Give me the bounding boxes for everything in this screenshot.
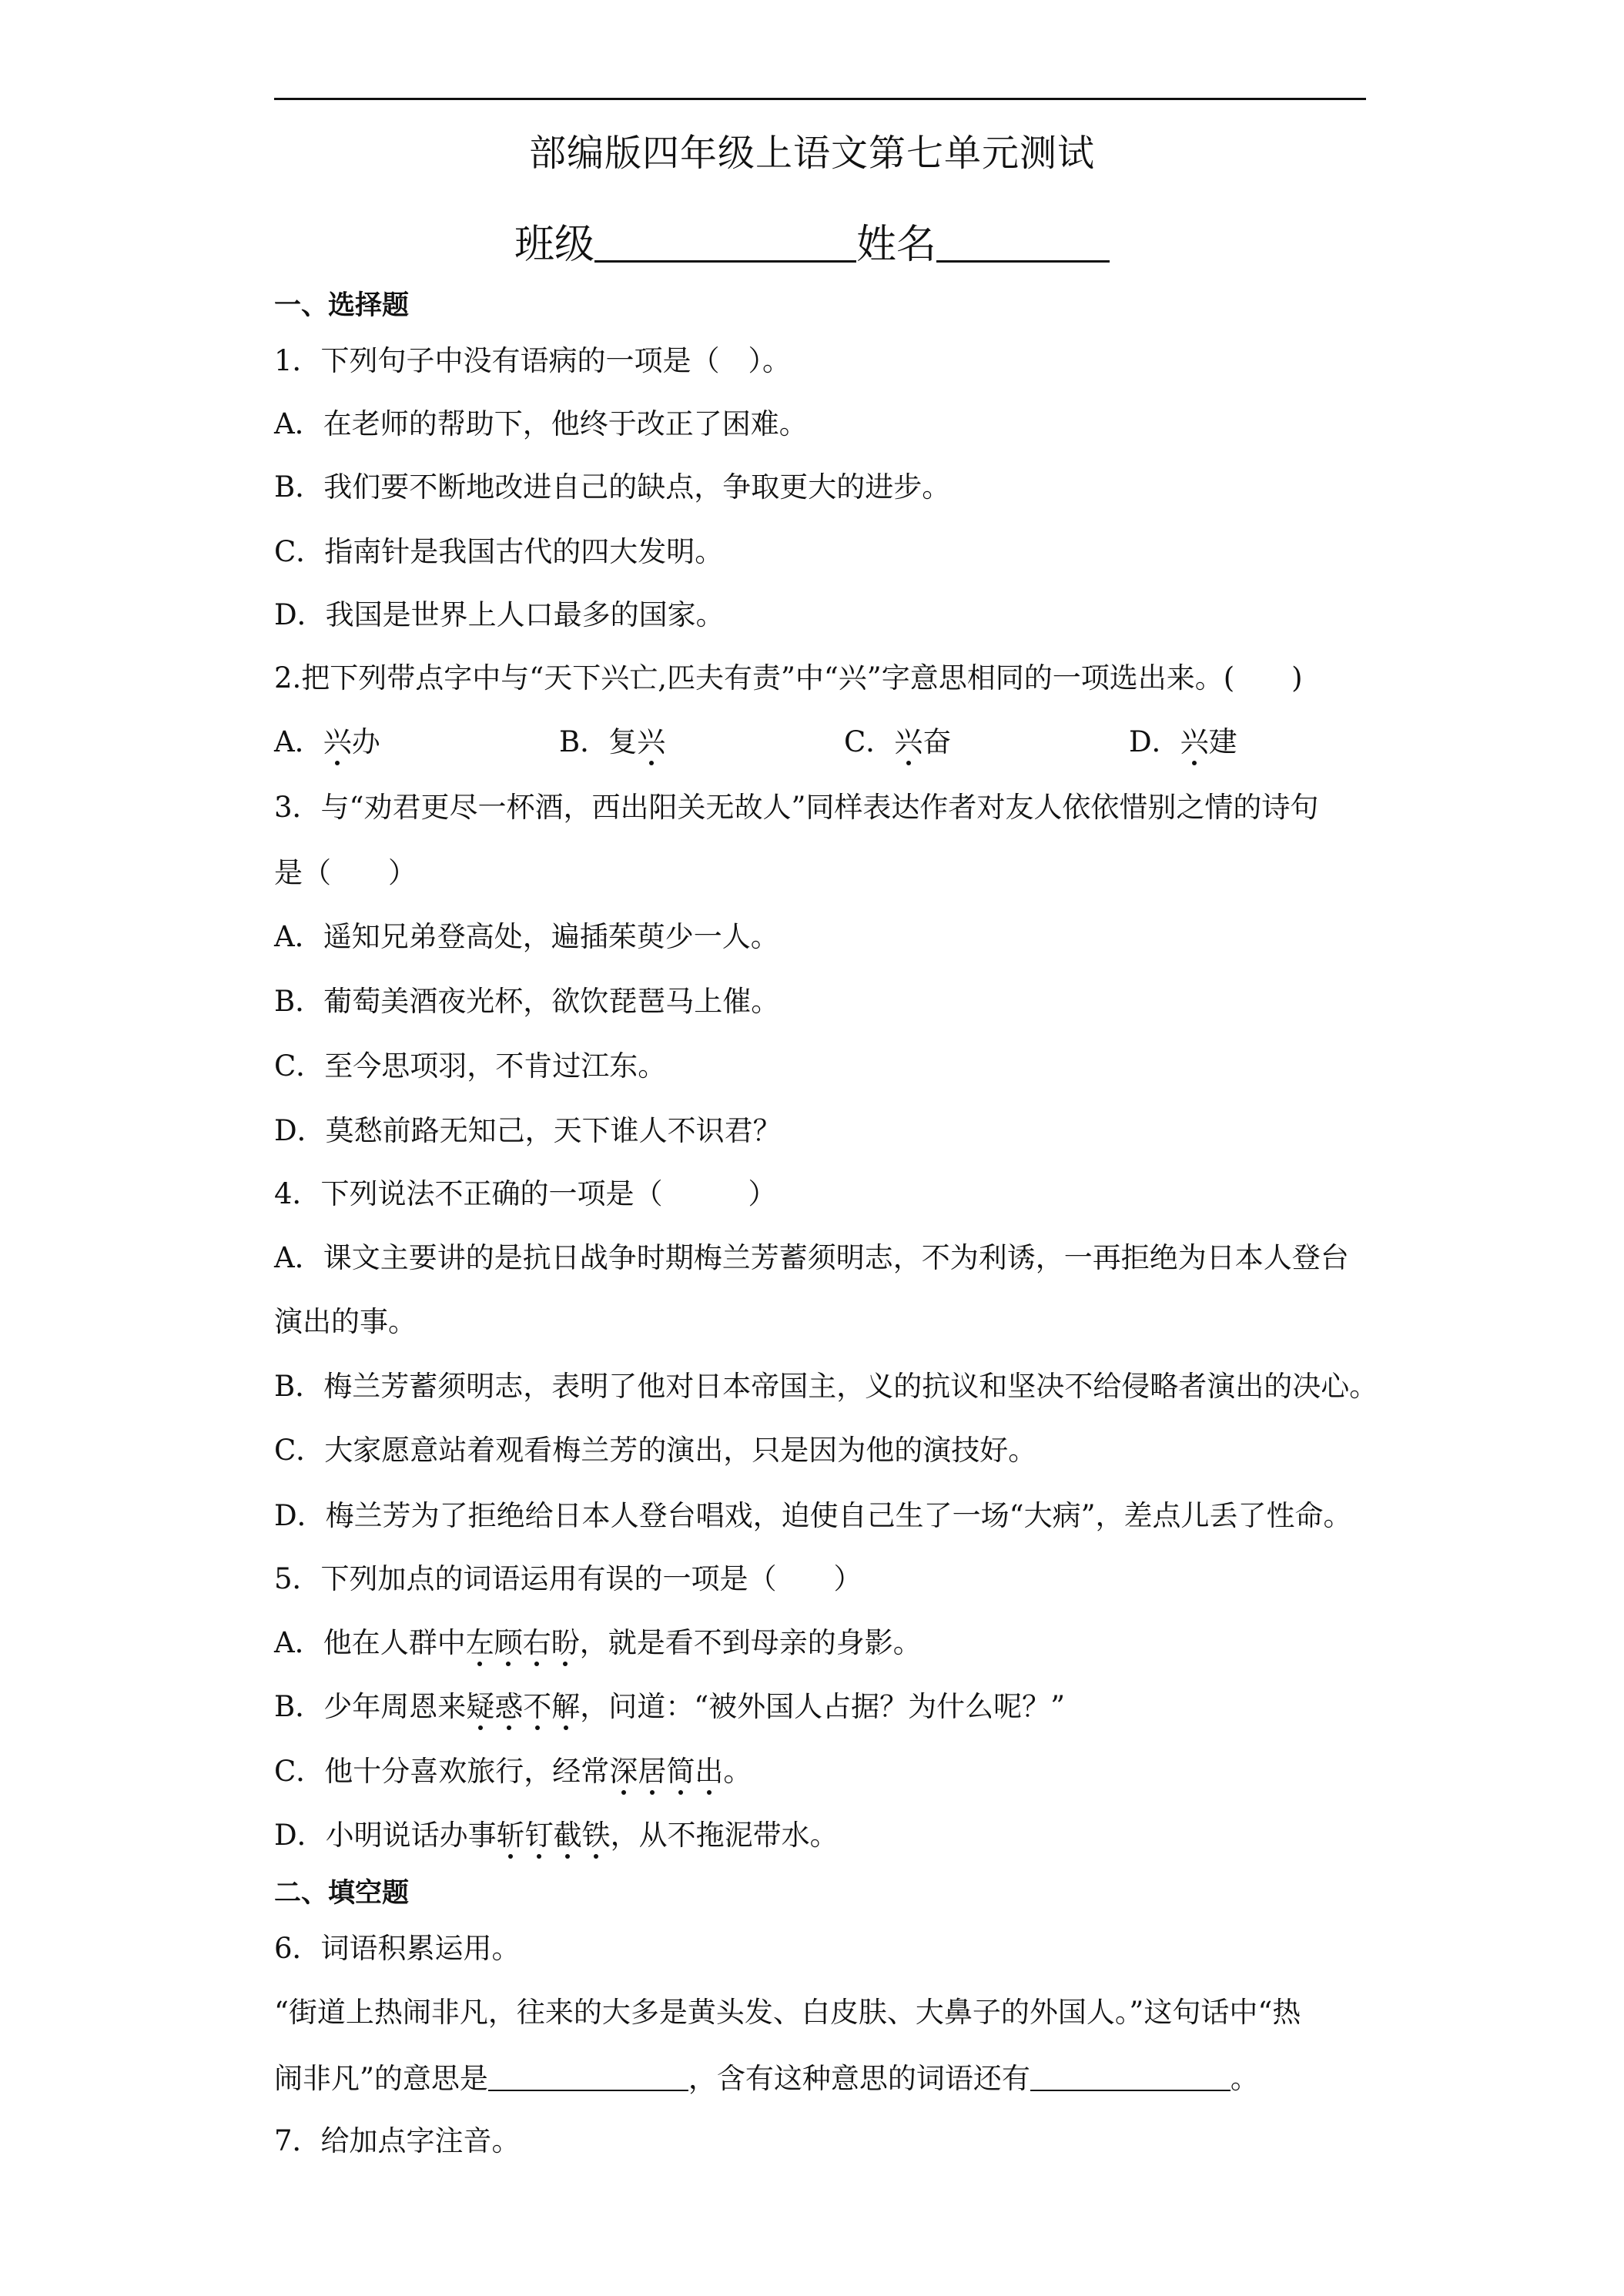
q5-option-c: C．他十分喜欢旅行，经常深居简出。 (274, 1755, 752, 1788)
section-choice-heading: 一、选择题 (274, 290, 410, 321)
q2-option-d: D．兴建 (1129, 725, 1237, 758)
q1-option-d: D．我国是世界上人口最多的国家。 (274, 598, 725, 631)
q4-option-b: B．梅兰芳蓄须明志，表明了他对日本帝国主，义的抗议和坚决不给侵略者演出的决心。 (274, 1370, 1378, 1403)
page-title: 部编版四年级上语文第七单元测试 (528, 132, 1095, 175)
q4-option-a-line2: 演出的事。 (274, 1305, 417, 1338)
name-label: 姓名 (856, 222, 937, 268)
q4-option-d: D．梅兰芳为了拒绝给日本人登台唱戏，迫使自己生了一场“大病”，差点儿丢了性命。 (274, 1499, 1352, 1532)
q2-option-c: C．兴奋 (844, 725, 952, 758)
class-blank[interactable] (594, 220, 856, 263)
q3-stem-line2: 是（ ） (274, 856, 417, 889)
q1-option-a: A．在老师的帮助下，他终于改正了困难。 (274, 407, 808, 440)
q7-stem: 7．给加点字注音。 (274, 2124, 521, 2157)
q2-stem: 2.把下列带点字中与“天下兴亡,匹夫有责”中“兴”字意思相同的一项选出来。( ) (274, 661, 1303, 694)
q4-stem: 4．下列说法不正确的一项是（ ） (274, 1177, 777, 1210)
q3-option-a: A．遥知兄弟登高处，遍插茱萸少一人。 (274, 920, 779, 953)
q1-option-b: B．我们要不断地改进自己的缺点，争取更大的进步。 (274, 470, 951, 504)
q4-option-c: C．大家愿意站着观看梅兰芳的演出，只是因为他的演技好。 (274, 1434, 1037, 1467)
q6-line2: 闹非凡”的意思是 ，含有这种意思的词语还有 。 (274, 2062, 1259, 2095)
q3-option-c: C．至今思项羽，不肯过江东。 (274, 1049, 667, 1083)
class-label: 班级 (514, 222, 594, 268)
q4-option-a-line1: A．课文主要讲的是抗日战争时期梅兰芳蓄须明志，不为利诱，一再拒绝为日本人登台 (274, 1241, 1349, 1274)
q6-blank-meaning[interactable] (488, 2063, 688, 2091)
q6-stem: 6．词语积累运用。 (274, 1932, 521, 1965)
q2-option-a: A．兴办 (274, 725, 380, 758)
q3-option-b: B．葡萄美酒夜光杯，欲饮琵琶马上催。 (274, 985, 780, 1018)
name-blank[interactable] (936, 220, 1110, 263)
q3-option-d: D．莫愁前路无知己，天下谁人不识君？ (274, 1114, 782, 1147)
q5-option-b: B．少年周恩来疑惑不解，问道：“被外国人占据？为什么呢？” (274, 1690, 1066, 1723)
q1-stem: 1．下列句子中没有语病的一项是（ ）。 (274, 344, 792, 377)
q6-blank-words[interactable] (1030, 2063, 1231, 2091)
q2-option-b: B．复兴 (559, 725, 666, 758)
q5-stem: 5．下列加点的词语运用有误的一项是（ ） (274, 1562, 862, 1595)
top-rule (274, 98, 1366, 100)
q5-option-a: A．他在人群中左顾右盼，就是看不到母亲的身影。 (274, 1626, 922, 1659)
section-fill-heading: 二、填空题 (274, 1878, 410, 1909)
q3-stem-line1: 3．与“劝君更尽一杯酒，西出阳关无故人”同样表达作者对友人依依惜别之情的诗句 (274, 791, 1319, 824)
class-name-line (0, 212, 1624, 269)
q1-option-c: C．指南针是我国古代的四大发明。 (274, 535, 724, 568)
q5-option-d: D．小明说话办事斩钉截铁，从不拖泥带水。 (274, 1819, 839, 1852)
q6-line1: “街道上热闹非凡，往来的大多是黄头发、白皮肤、大鼻子的外国人。”这句话中“热 (274, 1996, 1301, 2029)
